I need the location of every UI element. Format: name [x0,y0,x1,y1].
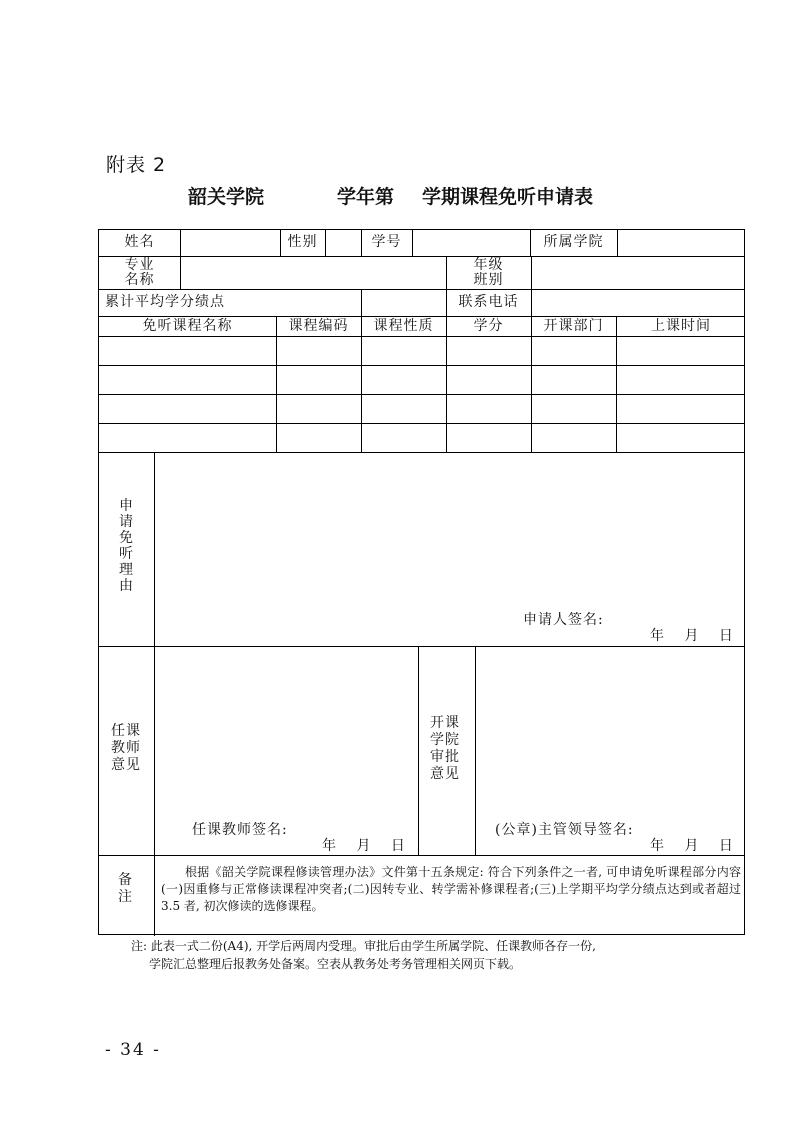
page-number: - 34 - [105,1040,161,1060]
course-header-name: 免听课程名称 [142,318,233,334]
major-label-line2: 名称 [124,272,155,288]
remark-label-line2: 注 [118,889,133,905]
class-label-line2: 班别 [473,272,504,288]
gpa-label: 累计平均学分绩点 [105,294,225,310]
title-school: 韶关学院 [188,186,265,208]
row-divider [99,855,744,856]
footnote [131,937,596,973]
row-divider [99,256,744,257]
remark-label-line1: 备 [118,872,133,888]
attachment-label: 附表 2 [106,154,167,176]
course-header-type: 课程性质 [373,318,434,334]
title-rest: 学期课程免听申请表 [422,186,594,208]
course-header-time: 上课时间 [651,318,711,334]
phone-label: 联系电话 [458,294,519,310]
footnote-line2: 学院汇总整理后报教务处备案。空表从教务处考务管理相关网页下载。 [149,957,522,971]
course-header-dept: 开课部门 [543,318,604,334]
major-label-line1: 专业 [124,257,155,273]
teacher-label-line3: 意见 [111,757,141,773]
row-divider [99,336,744,337]
student-id-label: 学号 [371,234,402,250]
official-seal-signature-label: (公章)主管领导签名: [495,822,634,838]
application-form-table [98,229,745,935]
college-review-label-line1: 开课 [430,715,460,731]
applicant-signature-label: 申请人签名: [523,612,604,628]
class-label-line1: 年级 [473,257,504,273]
form-title [0,176,793,210]
reason-label: 申请免听理由 [119,498,133,594]
row-divider [99,365,744,366]
college-review-label-line4: 意见 [430,766,460,782]
teacher-label-line2: 教师 [111,740,141,756]
college-review-date: 年 月 日 [650,838,734,854]
college-review-label-line3: 审批 [430,749,460,765]
remark-text: 根据《韶关学院课程修读管理办法》文件第十五条规定: 符合下列条件之一者, 可申请免听课程部分内容(一)因重修与正常修读课程冲突者;(二)因转专业、转学需补修课程者;(三)上学期平均学分绩点达到或者超过 3.5 者, 初次修读的选修课程。 [161,865,741,913]
applicant-date: 年 月 日 [650,628,734,644]
title-year: 学年第 [337,186,395,208]
row-divider [99,423,744,424]
teacher-signature-label: 任课教师签名: [192,822,288,838]
college-review-label-line2: 学院 [430,732,460,748]
footnote-line1: 注: 此表一式二份(A4), 开学后两周内受理。审批后由学生所属学院、任课教师各存一份, [131,939,596,953]
row-divider [99,289,744,290]
row-divider [99,316,744,317]
name-label: 姓名 [124,234,155,250]
gender-label: 性别 [287,234,318,250]
course-header-code: 课程编码 [288,318,349,334]
teacher-label-line1: 任课 [111,723,141,739]
teacher-date: 年 月 日 [322,838,406,854]
row-divider [99,452,744,453]
college-label: 所属学院 [543,234,604,250]
course-header-credit: 学分 [473,318,504,334]
row-divider [99,394,744,395]
row-divider [99,646,744,647]
